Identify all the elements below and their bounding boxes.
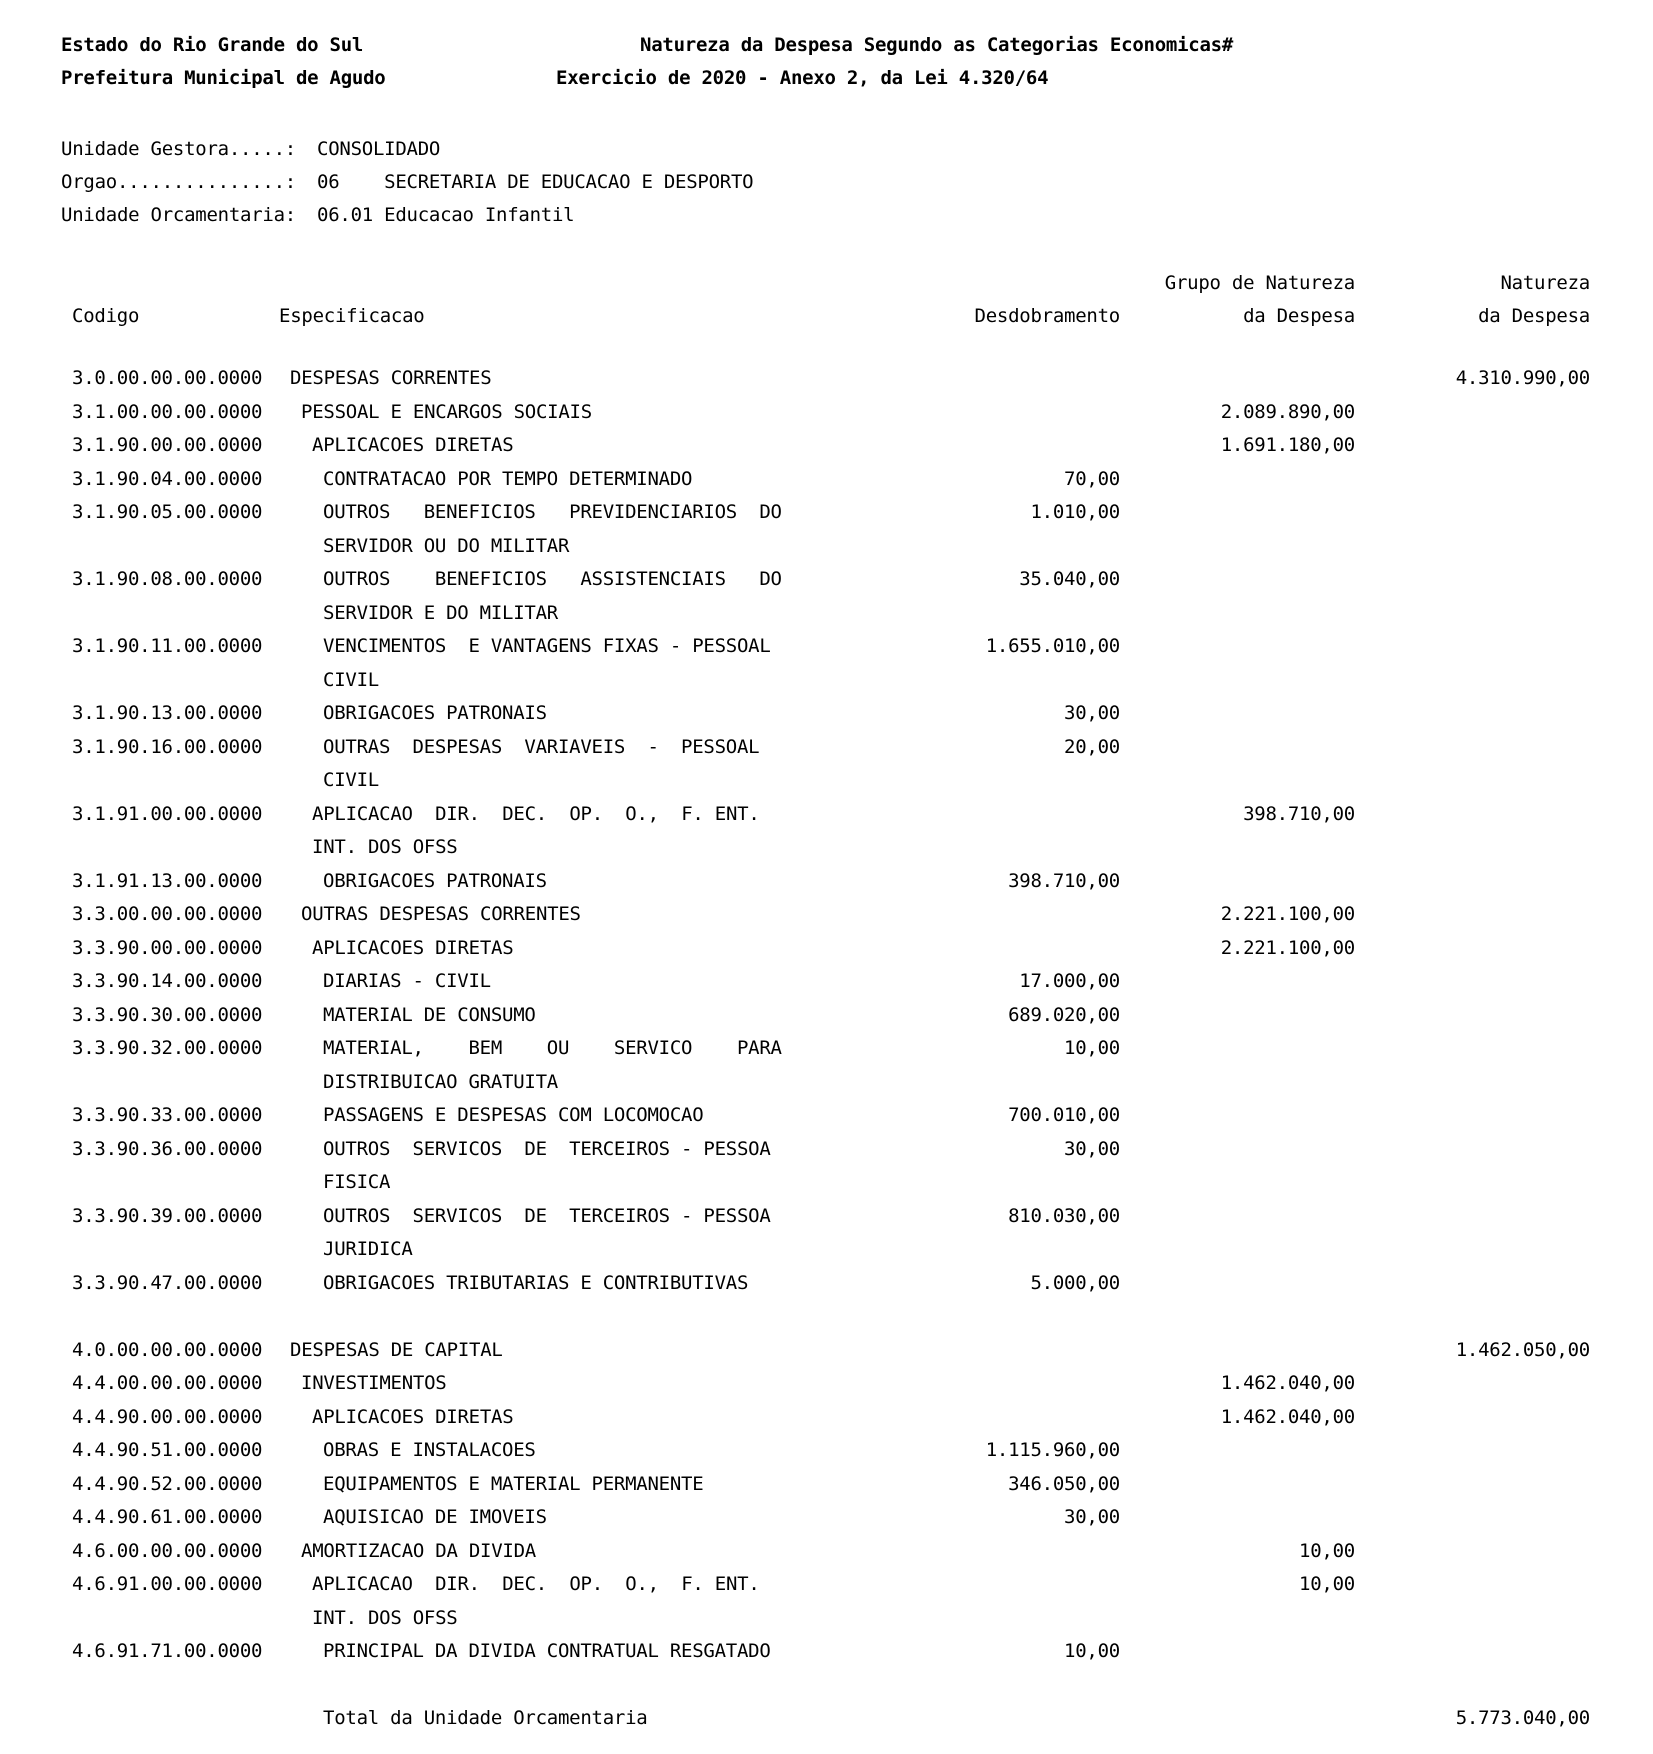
row-value-grupo: 1.462.040,00	[1220, 1405, 1355, 1428]
row-spec: AMORTIZACAO DA DIVIDA	[301, 1539, 536, 1562]
row-spec: OBRAS E INSTALACOES	[323, 1439, 536, 1461]
row-spec: SERVIDOR OU DO MILITAR	[323, 534, 570, 557]
unidade-gestora-value: CONSOLIDADO	[317, 138, 441, 160]
row-spec: INVESTIMENTOS	[301, 1372, 447, 1394]
col-header-natureza-line2: da Despesa	[1478, 305, 1590, 327]
row-spec: AQUISICAO DE IMOVEIS	[323, 1506, 547, 1528]
col-header-grupo-line1: Grupo de Natureza	[1164, 272, 1355, 294]
row-value-desdobramento: 689.020,00	[1008, 1003, 1120, 1026]
unidade-orcamentaria-value: 06.01 Educacao Infantil	[317, 204, 575, 226]
row-code: 4.4.90.00.00.0000	[72, 1405, 263, 1428]
row-spec: DISTRIBUICAO GRATUITA	[323, 1070, 558, 1093]
row-spec: SERVIDOR E DO MILITAR	[323, 601, 558, 624]
row-spec: EQUIPAMENTOS E MATERIAL PERMANENTE	[323, 1472, 704, 1495]
org-city-name: Prefeitura Municipal de Agudo	[61, 67, 386, 89]
total-label: Total da Unidade Orcamentaria	[323, 1707, 648, 1729]
row-code: 3.1.00.00.00.0000	[72, 400, 263, 423]
row-value-desdobramento: 30,00	[1064, 1506, 1120, 1528]
row-code: 4.4.90.52.00.0000	[72, 1472, 263, 1495]
row-code: 3.1.90.11.00.0000	[72, 635, 263, 657]
row-spec: DESPESAS CORRENTES	[290, 367, 492, 389]
row-value-desdobramento: 30,00	[1064, 702, 1120, 724]
row-value-desdobramento: 5.000,00	[1030, 1271, 1120, 1294]
org-state-name: Estado do Rio Grande do Sul	[61, 34, 364, 56]
row-spec: OUTROS SERVICOS DE TERCEIROS - PESSOA	[323, 1204, 771, 1227]
row-code: 3.3.90.33.00.0000	[72, 1104, 263, 1126]
row-spec: APLICACOES DIRETAS	[312, 434, 514, 456]
row-code: 3.0.00.00.00.0000	[72, 367, 263, 389]
unidade-gestora-label: Unidade Gestora.....:	[61, 138, 296, 160]
row-value-grupo: 2.221.100,00	[1220, 903, 1355, 925]
row-code: 3.3.90.30.00.0000	[72, 1003, 263, 1026]
col-header-especificacao: Especificacao	[279, 305, 425, 327]
row-spec: PESSOAL E ENCARGOS SOCIAIS	[301, 400, 592, 423]
row-value-grupo: 1.462.040,00	[1220, 1372, 1355, 1394]
row-code: 3.1.91.00.00.0000	[72, 802, 263, 825]
row-spec: OBRIGACOES TRIBUTARIAS E CONTRIBUTIVAS	[323, 1271, 749, 1294]
row-spec: CIVIL	[323, 769, 379, 791]
row-value-desdobramento: 810.030,00	[1008, 1204, 1120, 1227]
row-value-natureza: 1.462.050,00	[1455, 1338, 1590, 1361]
row-value-natureza: 4.310.990,00	[1455, 367, 1590, 389]
row-code: 4.6.91.00.00.0000	[72, 1573, 263, 1595]
row-spec: OBRIGACOES PATRONAIS	[323, 869, 547, 892]
row-spec: CIVIL	[323, 668, 379, 691]
row-spec: APLICACAO DIR. DEC. OP. O., F. ENT.	[312, 1573, 760, 1595]
row-spec: INT. DOS OFSS	[312, 836, 458, 858]
row-spec: OUTRAS DESPESAS VARIAVEIS - PESSOAL	[323, 735, 760, 758]
row-value-desdobramento: 398.710,00	[1008, 869, 1120, 892]
row-code: 3.3.90.32.00.0000	[72, 1037, 263, 1059]
row-value-desdobramento: 10,00	[1064, 1037, 1120, 1059]
row-code: 4.4.90.51.00.0000	[72, 1439, 263, 1461]
row-code: 4.6.91.71.00.0000	[72, 1640, 263, 1662]
col-header-natureza-line1: Natureza	[1500, 272, 1590, 294]
row-spec: MATERIAL, BEM OU SERVICO PARA	[323, 1037, 782, 1059]
row-value-desdobramento: 17.000,00	[1019, 970, 1120, 992]
row-value-desdobramento: 35.040,00	[1019, 568, 1120, 590]
row-value-desdobramento: 1.655.010,00	[985, 635, 1120, 657]
col-header-desdobramento: Desdobramento	[974, 305, 1120, 327]
row-code: 3.3.90.47.00.0000	[72, 1271, 263, 1294]
report-title: Natureza da Despesa Segundo as Categorias Economicas#	[640, 34, 1234, 56]
row-value-desdobramento: 20,00	[1064, 735, 1120, 758]
row-value-grupo: 10,00	[1299, 1573, 1355, 1595]
row-spec: MATERIAL DE CONSUMO	[323, 1003, 536, 1026]
row-spec: DIARIAS - CIVIL	[323, 970, 491, 992]
row-spec: OBRIGACOES PATRONAIS	[323, 702, 547, 724]
row-value-desdobramento: 30,00	[1064, 1137, 1120, 1160]
row-code: 3.1.90.08.00.0000	[72, 568, 263, 590]
orgao-value: 06 SECRETARIA DE EDUCACAO E DESPORTO	[317, 171, 754, 193]
row-spec: CONTRATACAO POR TEMPO DETERMINADO	[323, 467, 693, 490]
row-spec: DESPESAS DE CAPITAL	[290, 1338, 503, 1361]
row-value-desdobramento: 1.115.960,00	[985, 1439, 1120, 1461]
row-code: 3.1.90.00.00.0000	[72, 434, 263, 456]
row-code: 3.3.90.36.00.0000	[72, 1137, 263, 1160]
row-code: 3.3.90.14.00.0000	[72, 970, 263, 992]
row-spec: APLICACOES DIRETAS	[312, 1405, 514, 1428]
row-code: 3.1.90.16.00.0000	[72, 735, 263, 758]
row-spec: APLICACAO DIR. DEC. OP. O., F. ENT.	[312, 802, 760, 825]
row-code: 3.3.90.00.00.0000	[72, 936, 263, 959]
row-code: 3.1.90.04.00.0000	[72, 467, 263, 490]
orgao-label: Orgao...............:	[61, 171, 296, 193]
report-subtitle: Exercicio de 2020 - Anexo 2, da Lei 4.320/64	[556, 67, 1049, 89]
row-spec: APLICACOES DIRETAS	[312, 936, 514, 959]
row-code: 4.0.00.00.00.0000	[72, 1338, 263, 1361]
row-value-desdobramento: 700.010,00	[1008, 1104, 1120, 1126]
row-spec: OUTROS BENEFICIOS PREVIDENCIARIOS DO	[323, 501, 782, 523]
row-value-grupo: 2.221.100,00	[1220, 936, 1355, 959]
row-value-grupo: 10,00	[1299, 1539, 1355, 1562]
row-code: 4.6.00.00.00.0000	[72, 1539, 263, 1562]
row-spec: JURIDICA	[323, 1238, 413, 1260]
row-value-desdobramento: 10,00	[1064, 1640, 1120, 1662]
row-spec: PRINCIPAL DA DIVIDA CONTRATUAL RESGATADO	[323, 1640, 771, 1662]
row-spec: OUTRAS DESPESAS CORRENTES	[301, 903, 581, 925]
row-value-grupo: 1.691.180,00	[1220, 434, 1355, 456]
row-spec: OUTROS BENEFICIOS ASSISTENCIAIS DO	[323, 568, 782, 590]
row-code: 3.1.90.13.00.0000	[72, 702, 263, 724]
row-value-desdobramento: 1.010,00	[1030, 501, 1120, 523]
col-header-codigo: Codigo	[72, 305, 140, 327]
row-spec: PASSAGENS E DESPESAS COM LOCOMOCAO	[323, 1104, 704, 1126]
row-value-desdobramento: 346.050,00	[1008, 1472, 1120, 1495]
row-code: 3.1.90.05.00.0000	[72, 501, 263, 523]
row-value-grupo: 2.089.890,00	[1220, 400, 1355, 423]
total-value: 5.773.040,00	[1455, 1707, 1590, 1729]
unidade-orcamentaria-label: Unidade Orcamentaria:	[61, 204, 296, 226]
row-spec: VENCIMENTOS E VANTAGENS FIXAS - PESSOAL	[323, 635, 771, 657]
row-code: 3.3.90.39.00.0000	[72, 1204, 263, 1227]
row-value-grupo: 398.710,00	[1243, 802, 1355, 825]
row-code: 3.3.00.00.00.0000	[72, 903, 263, 925]
row-value-desdobramento: 70,00	[1064, 467, 1120, 490]
row-code: 4.4.90.61.00.0000	[72, 1506, 263, 1528]
row-spec: OUTROS SERVICOS DE TERCEIROS - PESSOA	[323, 1137, 771, 1160]
row-code: 4.4.00.00.00.0000	[72, 1372, 263, 1394]
col-header-grupo-line2: da Despesa	[1243, 305, 1355, 327]
row-spec: INT. DOS OFSS	[312, 1606, 458, 1629]
row-code: 3.1.91.13.00.0000	[72, 869, 263, 892]
row-spec: FISICA	[323, 1171, 391, 1193]
